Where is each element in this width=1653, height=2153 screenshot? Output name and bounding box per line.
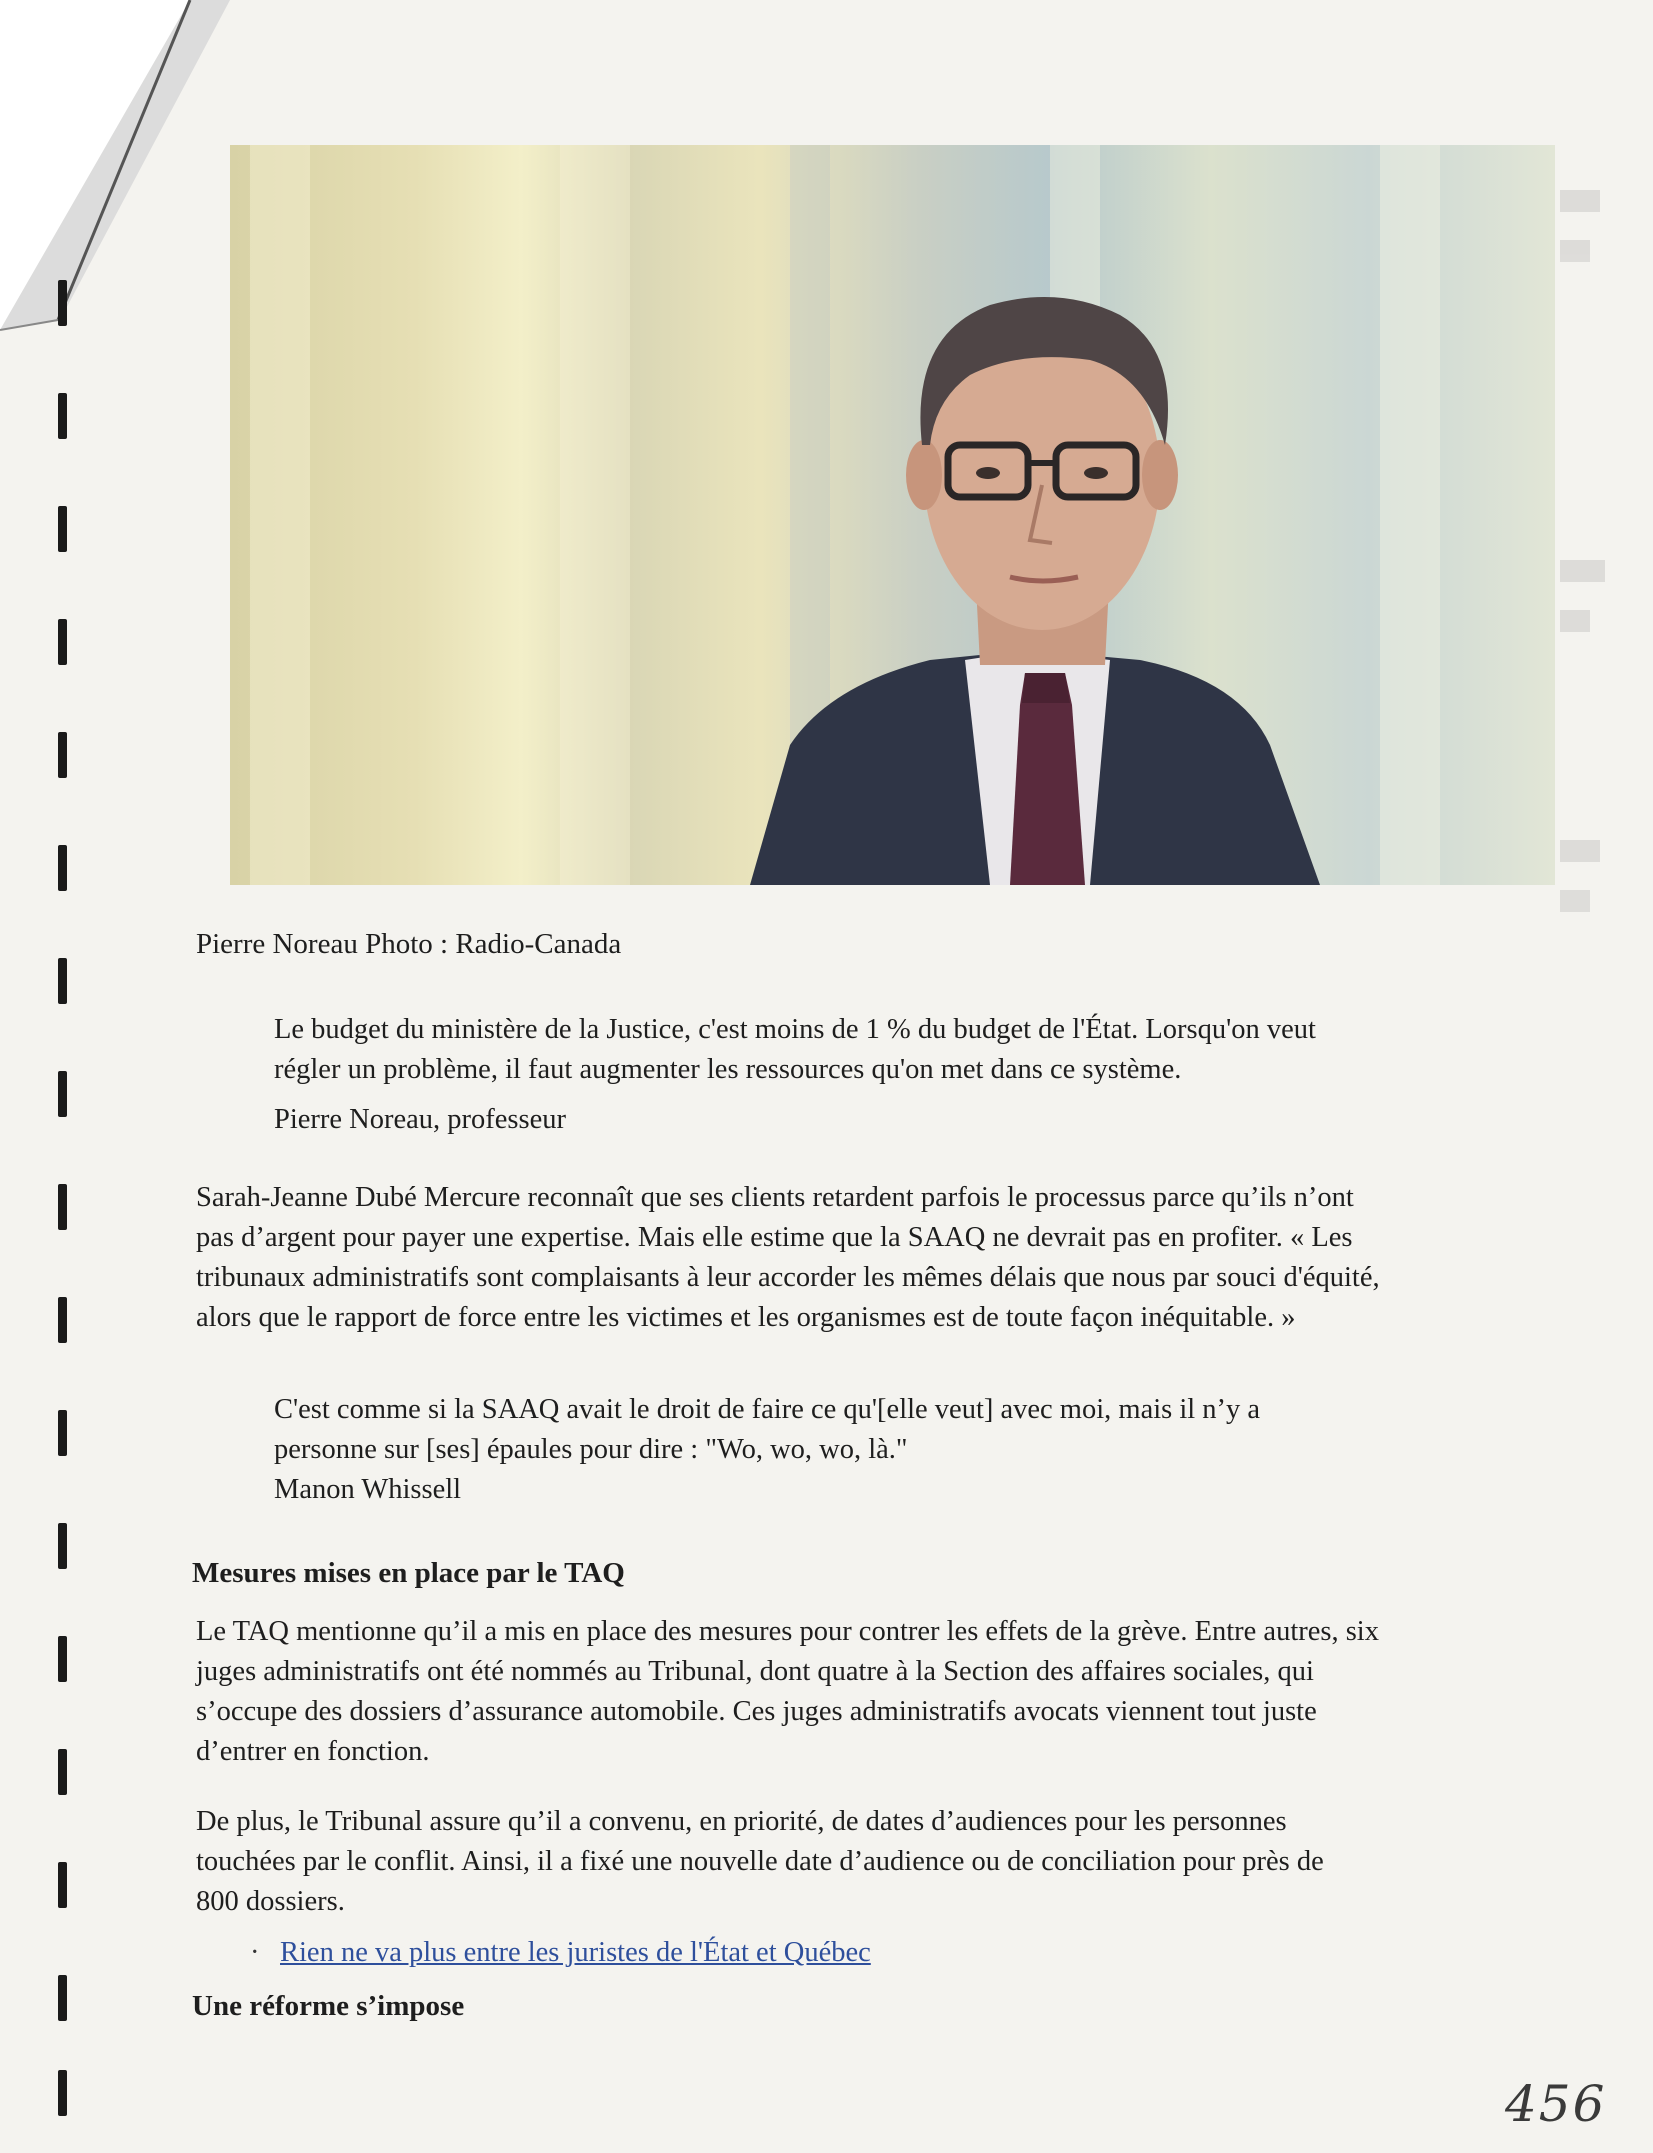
binding-hole — [58, 619, 67, 665]
binding-hole — [58, 1975, 67, 2021]
quote-line: régler un problème, il faut augmenter les ressources qu'on met dans ce système. — [274, 1054, 1182, 1085]
folded-corner — [0, 0, 230, 340]
binding-hole — [58, 280, 67, 326]
blockquote-whissell — [274, 1390, 1260, 1510]
blockquote-budget — [274, 1010, 1316, 1140]
quote-line: C'est comme si la SAAQ avait le droit de faire ce qu'[elle veut] avec moi, mais il n’y a — [274, 1394, 1261, 1425]
quote-line: Le budget du ministère de la Justice, c'est moins de 1 % du budget de l'État. Lorsqu'on veut — [274, 1014, 1316, 1045]
paragraph-line: touchées par le conflit. Ainsi, il a fixé une nouvelle date d’audience ou de conciliation pour près de — [196, 1846, 1324, 1877]
binding-hole — [58, 732, 67, 778]
portrait-illustration — [230, 145, 1555, 885]
paragraph-dube-mercure — [196, 1178, 1581, 1338]
paragraph-line: s’occupe des dossiers d’assurance automobile. Ces juges administratifs avocats viennent tout juste — [196, 1696, 1317, 1727]
binding-hole — [58, 393, 67, 439]
quote-attribution: Pierre Noreau, professeur — [274, 1104, 566, 1135]
paragraph-tribunal-dates — [196, 1802, 1581, 1922]
paragraph-line: juges administratifs ont été nommés au Tribunal, dont quatre à la Section des affaires sociales, qui — [196, 1656, 1314, 1687]
article-photo — [230, 145, 1555, 885]
paragraph-line: pas d’argent pour payer une expertise. Mais elle estime que la SAAQ ne devrait pas en profiter. « Les — [196, 1222, 1353, 1253]
photo-caption: Pierre Noreau Photo : Radio-Canada — [196, 928, 622, 960]
paragraph-line: Sarah-Jeanne Dubé Mercure reconnaît que ses clients retardent parfois le processus parce qu’ils n’ont — [196, 1182, 1354, 1213]
handwritten-page-number: 456 — [1505, 2075, 1607, 2133]
paragraph-line: d’entrer en fonction. — [196, 1736, 430, 1767]
section-heading-reforme: Une réforme s’impose — [192, 1990, 465, 2022]
binding-hole — [58, 1410, 67, 1456]
paragraph-line: 800 dossiers. — [196, 1886, 345, 1917]
binding-hole — [58, 1184, 67, 1230]
related-article-link[interactable]: Rien ne va plus entre les juristes de l'État et Québec — [280, 1937, 871, 1968]
binding-hole — [58, 1071, 67, 1117]
binding-hole — [58, 1636, 67, 1682]
binding-hole — [58, 506, 67, 552]
paragraph-line: tribunaux administratifs sont complaisants à leur accorder les mêmes délais que nous par souci d'équité, — [196, 1262, 1380, 1293]
binding-hole — [58, 1523, 67, 1569]
paragraph-line: alors que le rapport de force entre les victimes et les organismes est de toute façon inéquitable. » — [196, 1302, 1296, 1333]
binding-hole — [58, 1862, 67, 1908]
binding-holes — [58, 280, 78, 2120]
binding-hole — [58, 2070, 67, 2116]
binding-hole — [58, 845, 67, 891]
section-heading-taq: Mesures mises en place par le TAQ — [192, 1557, 625, 1589]
paragraph-line: De plus, le Tribunal assure qu’il a convenu, en priorité, de dates d’audiences pour les personnes — [196, 1806, 1287, 1837]
paragraph-line: Le TAQ mentionne qu’il a mis en place des mesures pour contrer les effets de la grève. Entre autres, six — [196, 1616, 1379, 1647]
quote-attribution: Manon Whissell — [274, 1474, 462, 1505]
paragraph-taq-measures — [196, 1612, 1581, 1772]
binding-hole — [58, 1297, 67, 1343]
binding-hole — [58, 1749, 67, 1795]
binding-hole — [58, 958, 67, 1004]
quote-line: personne sur [ses] épaules pour dire : "Wo, wo, wo, là." — [274, 1434, 908, 1465]
related-link-item — [250, 1937, 871, 1969]
bullet-icon: · — [250, 1937, 260, 1968]
